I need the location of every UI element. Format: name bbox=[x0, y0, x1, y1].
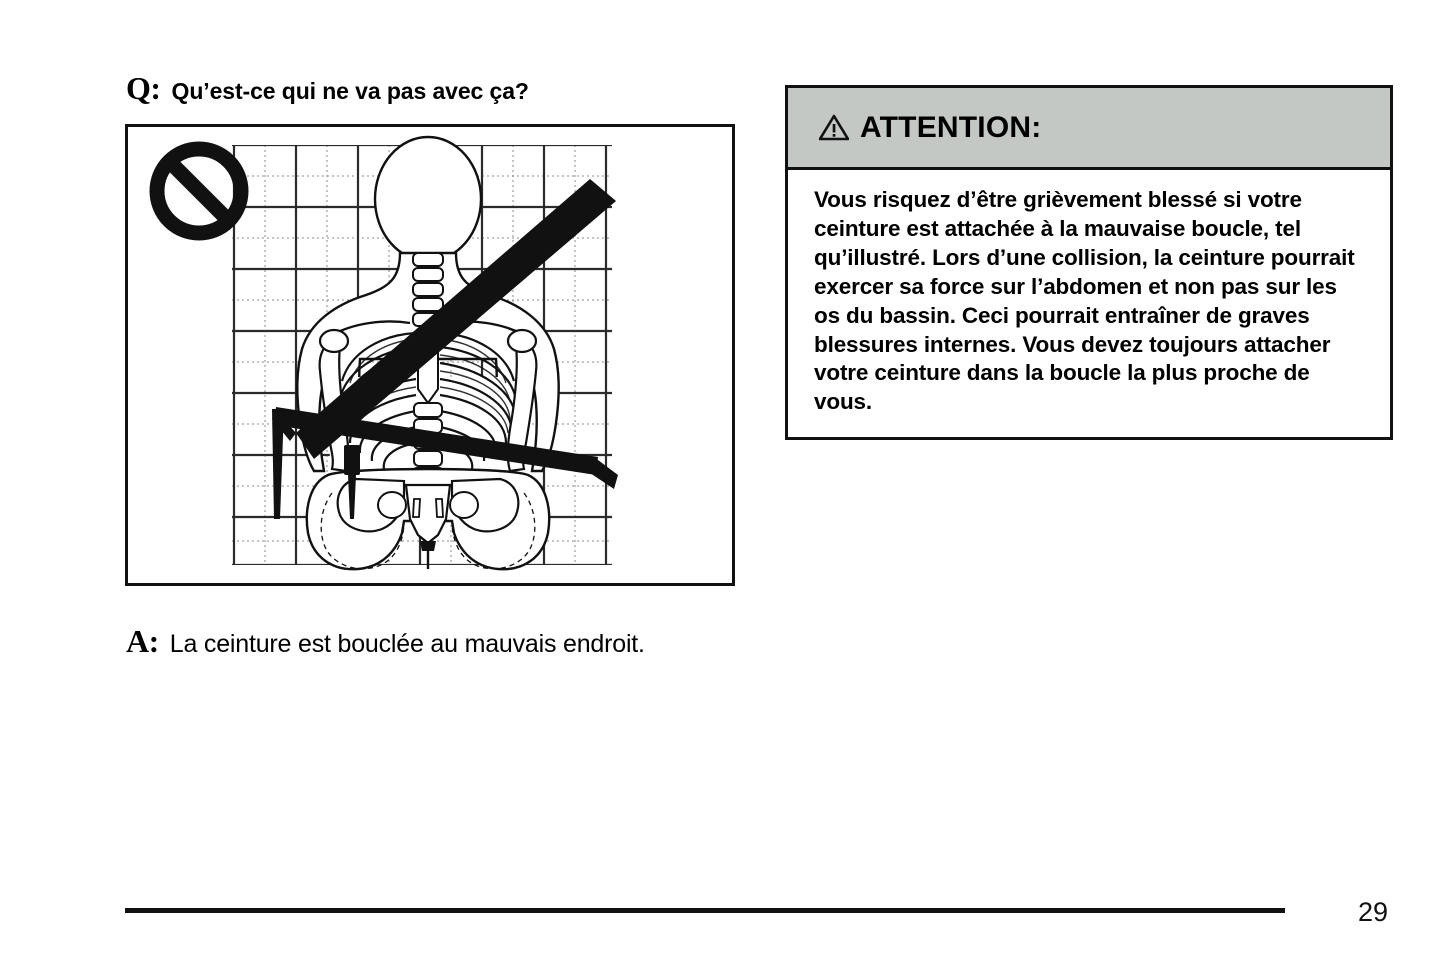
warning-triangle-icon bbox=[819, 114, 849, 141]
page-number: 29 bbox=[1358, 897, 1389, 927]
question-marker: Q: bbox=[126, 70, 161, 106]
answer-text: La ceinture est bouclée au mauvais endroit. bbox=[169, 630, 645, 658]
skeleton-seatbelt-illustration bbox=[128, 127, 732, 583]
answer-marker: A: bbox=[126, 623, 159, 659]
attention-warning-box bbox=[785, 85, 1393, 440]
attention-header bbox=[788, 88, 1390, 170]
attention-title: ATTENTION: bbox=[860, 110, 1042, 144]
illustration-frame bbox=[125, 124, 735, 586]
attention-body-text: Vous risquez d’être grièvement blessé si votre ceinture est attachée à la mauvaise boucle, tel qu’illustré. Lors d’une collision, la ceinture pourrait exercer sa force sur l’abdomen et non pas sur les os du bassin. Ceci pourrait entraîner de graves blessures internes. Vous devez toujours attacher votre ceinture dans la boucle la plus proche de vous. bbox=[814, 187, 1355, 415]
question-line bbox=[126, 72, 529, 105]
no-symbol-icon bbox=[157, 149, 241, 233]
question-text: Qu’est-ce qui ne va pas avec ça? bbox=[171, 78, 529, 104]
footer-rule bbox=[125, 908, 1285, 913]
pelvis bbox=[307, 469, 549, 569]
answer-line bbox=[126, 625, 645, 659]
attention-body bbox=[788, 170, 1390, 437]
